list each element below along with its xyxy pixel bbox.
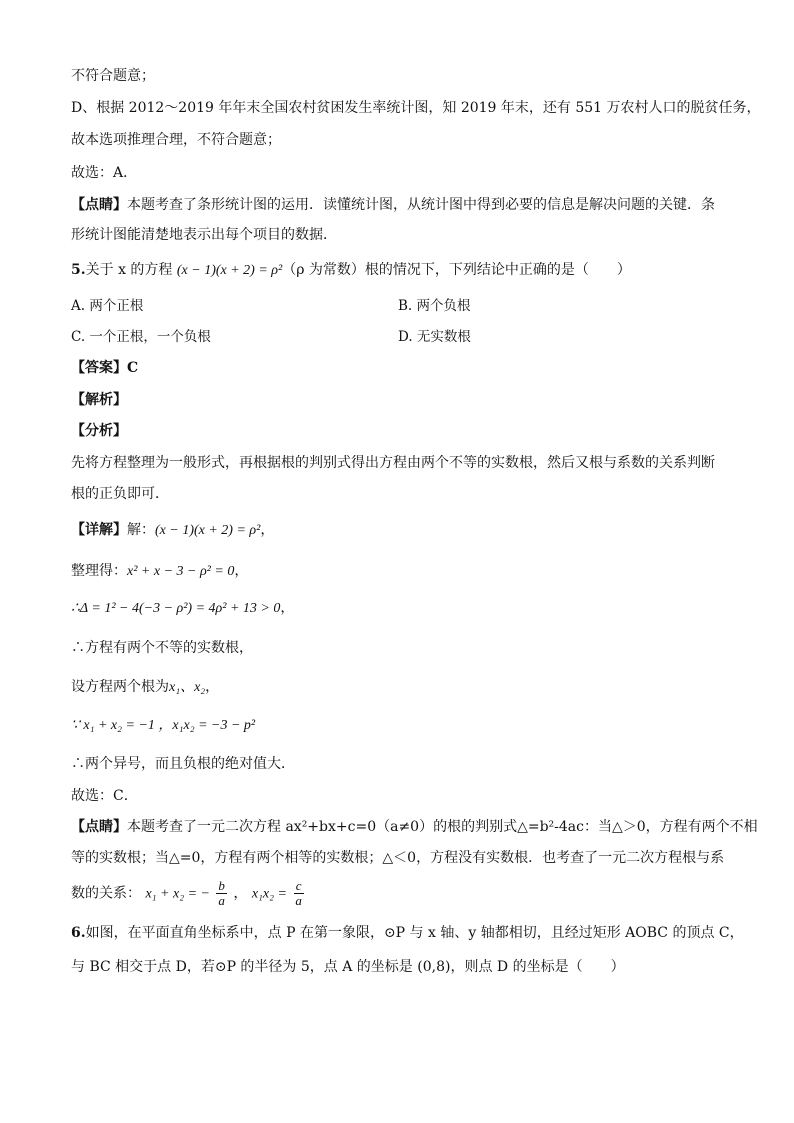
text: 不符合题意；: [71, 68, 155, 84]
equation: (x − 1)(x + 2) = ρ²: [176, 263, 283, 278]
option-b: [398, 296, 471, 316]
text-line: [71, 848, 734, 868]
text: ，: [233, 885, 248, 902]
text: ，: [234, 563, 249, 579]
denominator: a: [295, 893, 302, 908]
note-tag: 【点睛】: [71, 819, 127, 835]
equation: x₁、x₂: [169, 680, 206, 695]
numerator: c: [295, 878, 302, 893]
fenxi-tag: 【分析】: [71, 423, 127, 439]
option-c: [71, 327, 211, 347]
text: ，: [280, 600, 295, 616]
step-line: [71, 786, 734, 806]
text: 先将方程整理为一般形式，再根据根的判别式得出方程由两个不等的实数根，然后又根与系数的关系判断: [71, 455, 715, 471]
text: 故选：A．: [71, 165, 138, 181]
fraction-b-over-a: [216, 879, 227, 908]
denominator: a: [218, 893, 225, 908]
question-6-stem-line2: [71, 957, 734, 977]
text: 设方程两个根为: [71, 679, 169, 695]
text: 本题考查了一元二次方程 ax²+bx+c=0（a≠0）的根的判别式△=b²-4ac：当△＞0，方程有两个不相: [127, 819, 758, 835]
equation: x² + x − 3 − ρ² = 0: [127, 564, 235, 579]
text: 解：: [127, 522, 155, 538]
equation: x₁ + x₂ = −: [145, 886, 210, 902]
equation: ∴Δ = 1² − 4(−3 − ρ²) = 4ρ² + 13 > 0: [71, 601, 281, 616]
option-text: B. 两个负根: [398, 298, 471, 314]
question-5-stem: [71, 260, 734, 281]
text-line: [71, 130, 734, 150]
text: ，: [260, 522, 275, 538]
question-6-stem: [71, 923, 744, 943]
formula-line: [71, 879, 734, 909]
text: 故本选项推理合理，不符合题意；: [71, 132, 281, 148]
fenxi-heading: [71, 421, 734, 441]
detail-line: [71, 520, 734, 541]
step-line: [71, 561, 734, 582]
analysis-tag: 【解析】: [71, 392, 127, 408]
step-line: [71, 715, 734, 736]
text: （ρ 为常数）根的情况下，下列结论中正确的是（ ）: [282, 262, 631, 278]
option-a: [71, 296, 143, 316]
equation: x₁x₂ =: [251, 886, 287, 902]
text: ∴方程有两个不等的实数根，: [71, 640, 253, 656]
equation: ∵ x₁ + x₂ = −1 ，x₁x₂ = −3 − p²: [71, 718, 256, 733]
text-line: [71, 225, 734, 245]
text: 整理得：: [71, 563, 127, 579]
text: 本题考查了条形统计图的运用．读懂统计图，从统计图中得到必要的信息是解决问题的关键．条: [127, 197, 715, 213]
question-number: 6.: [71, 925, 86, 941]
step-line: [71, 754, 734, 774]
text: 数的关系：: [71, 885, 141, 902]
text: 关于 x 的方程: [85, 262, 173, 278]
step-line: [71, 677, 734, 698]
text: D、根据 2012～2019 年年末全国农村贫困发生率统计图，知 2019 年末，还有 551 万农村人口的脱贫任务，: [71, 100, 761, 116]
text: 如图，在平面直角坐标系中，点 P 在第一象限，⊙P 与 x 轴、y 轴都相切，且经过矩形 AOBC 的顶点 C，: [85, 925, 744, 941]
answer-value: C: [127, 360, 139, 376]
numerator: b: [218, 878, 225, 893]
option-d: [398, 327, 471, 347]
answer-line: [71, 358, 734, 378]
text: 等的实数根；当△=0，方程有两个相等的实数根；△＜0，方程没有实数根．也考查了一元二次方程根与系: [71, 850, 725, 866]
text: 故选：C．: [71, 788, 138, 804]
answer-tag: 【答案】: [71, 360, 127, 376]
note-tag: 【点睛】: [71, 197, 127, 213]
text-line: [71, 453, 734, 473]
detail-tag: 【详解】: [71, 522, 127, 538]
text: ，: [205, 679, 220, 695]
text-line: [71, 484, 734, 504]
analysis-heading: [71, 390, 734, 410]
text: 与 BC 相交于点 D，若⊙P 的半径为 5，点 A 的坐标是 (0,8)，则点 D 的坐标是（ ）: [71, 959, 625, 975]
note-line: [71, 195, 734, 215]
question-number: 5.: [71, 262, 86, 278]
option-text: D. 无实数根: [398, 329, 471, 345]
note-line: [71, 817, 758, 837]
text: 根的正负即可．: [71, 486, 169, 502]
text: 形统计图能清楚地表示出每个项目的数据．: [71, 227, 337, 243]
option-text: C. 一个正根，一个负根: [71, 329, 211, 345]
step-line: [71, 598, 734, 619]
option-text: A. 两个正根: [71, 298, 144, 314]
step-line: [71, 638, 734, 658]
text-line: [71, 163, 734, 183]
text-line: [71, 66, 734, 86]
text: ∴两个异号，而且负根的绝对值大．: [71, 756, 295, 772]
equation: (x − 1)(x + 2) = ρ²: [155, 523, 261, 538]
fraction-c-over-a: [293, 879, 304, 908]
text-line: [71, 98, 761, 118]
